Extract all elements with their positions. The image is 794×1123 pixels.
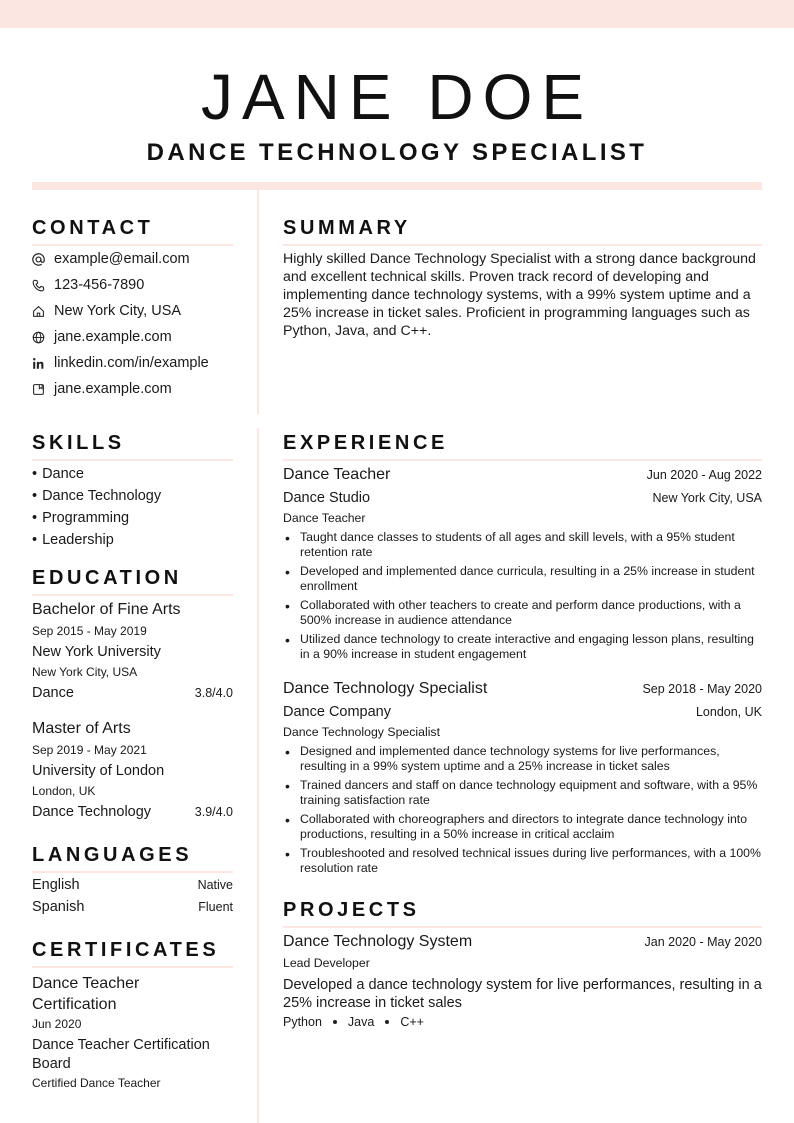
education-gpa: 3.9/4.0	[194, 805, 233, 819]
job-dates: Sep 2018 - May 2020	[642, 682, 762, 696]
summary-text: Highly skilled Dance Technology Specialist with a strong dance background and excellent technical skills. Proven track record of developing and implementing dance technology systems, with a 99% system uptime and a 25% increase in ticket sales. Proficient in programming languages such as Python, Java, and C++.	[283, 251, 756, 339]
education-dates: Sep 2015 - May 2019	[32, 624, 147, 638]
language-level: Fluent	[198, 900, 233, 914]
column-divider-bottom	[257, 428, 259, 1123]
skill-item: • Programming	[32, 507, 161, 529]
skill-item: • Leadership	[32, 529, 161, 551]
job-bullets	[283, 744, 762, 880]
language-row	[32, 899, 233, 915]
education-field-row	[32, 685, 233, 701]
column-divider-top	[257, 190, 259, 414]
job-bullet: • Taught dance classes to students of all ages and skill levels, with a 95% student retention rate	[283, 530, 762, 560]
job-bullet: • Collaborated with other teachers to create and perform dance productions, with a 500% increase in audience attendance	[283, 598, 762, 628]
certificate-title: Dance Teacher Certification	[32, 975, 140, 1013]
contact-email[interactable]	[32, 250, 190, 268]
project-title: Dance Technology System	[283, 933, 473, 950]
education-field-row	[32, 804, 233, 820]
phone-icon	[32, 279, 45, 292]
project-tag: Python	[283, 1015, 322, 1029]
at-icon	[32, 253, 45, 266]
education-field: Dance	[32, 685, 74, 701]
certificates-heading: CERTIFICATES	[32, 938, 233, 968]
contact-portfolio[interactable]	[32, 380, 172, 398]
project-tag: C++	[400, 1015, 424, 1029]
candidate-name: JANE DOE	[200, 61, 594, 133]
contact-phone-text: 123-456-7890	[54, 277, 145, 293]
education-dates: Sep 2019 - May 2021	[32, 743, 147, 757]
job-role: Dance Teacher	[283, 511, 366, 525]
job-bullet: • Designed and implemented dance technology systems for live performances, resulting in a 99% system uptime and a 25% increase in ticket sales	[283, 744, 762, 774]
contact-portfolio-text: jane.example.com	[54, 381, 172, 397]
projects-heading: PROJECTS	[283, 898, 762, 928]
job-company: Dance Company	[283, 704, 391, 720]
top-accent-band	[0, 0, 794, 28]
education-gpa: 3.8/4.0	[194, 686, 233, 700]
job-bullets	[283, 530, 762, 666]
job-location: London, UK	[695, 705, 762, 719]
language-name: Spanish	[32, 899, 85, 915]
project-description: Developed a dance technology system for live performances, resulting in a 25% increase in ticket sales	[283, 977, 762, 1011]
job-header	[283, 680, 762, 698]
skill-item: • Dance Technology	[32, 485, 161, 507]
contact-website-text: jane.example.com	[54, 329, 172, 345]
certificate-title: Dance Teacher Certification Board	[32, 1037, 210, 1072]
job-title: Dance Technology Specialist	[283, 680, 488, 697]
certificate-subtitle: Certified Dance Teacher	[32, 1076, 161, 1090]
contact-phone[interactable]	[32, 276, 144, 294]
job-header	[283, 466, 762, 484]
education-school: University of London	[32, 763, 165, 779]
language-row	[32, 877, 233, 893]
tag-separator-dot	[333, 1020, 337, 1024]
experience-heading: EXPERIENCE	[283, 431, 762, 461]
project-dates: Jan 2020 - May 2020	[644, 935, 762, 949]
job-company-row	[283, 490, 762, 506]
education-degree: Master of Arts	[32, 720, 131, 737]
job-company: Dance Studio	[283, 490, 371, 506]
tag-separator-dot	[385, 1020, 389, 1024]
globe-icon	[32, 331, 45, 344]
contact-linkedin[interactable]	[32, 354, 209, 372]
contact-website[interactable]	[32, 328, 172, 346]
project-header	[283, 933, 762, 951]
job-company-row	[283, 704, 762, 720]
job-bullet: • Developed and implemented dance curricula, resulting in a 25% increase in student enrollment	[283, 564, 762, 594]
skill-item: • Dance	[32, 463, 161, 485]
linkedin-icon	[32, 357, 45, 370]
contact-location	[32, 302, 181, 320]
portfolio-icon	[32, 383, 45, 396]
contact-email-text: example@email.com	[54, 251, 190, 267]
summary-heading: SUMMARY	[283, 216, 762, 246]
language-name: English	[32, 877, 80, 893]
job-title: Dance Teacher	[283, 466, 391, 483]
education-location: London, UK	[32, 784, 96, 798]
job-role: Dance Technology Specialist	[283, 725, 440, 739]
job-bullet: • Utilized dance technology to create interactive and engaging lesson plans, resulting in a 90% increase in student engagement	[283, 632, 762, 662]
job-bullet: • Collaborated with choreographers and directors to integrate dance technology into productions, resulting in a 50% increase in critical acclaim	[283, 812, 762, 842]
candidate-title: DANCE TECHNOLOGY SPECIALIST	[146, 139, 648, 166]
contact-location-text: New York City, USA	[54, 303, 182, 319]
certificate-date: Jun 2020	[32, 1017, 82, 1031]
project-role: Lead Developer	[283, 956, 370, 970]
education-field: Dance Technology	[32, 804, 152, 820]
job-bullet: • Trained dancers and staff on dance technology equipment and software, with a 95% training satisfaction rate	[283, 778, 762, 808]
project-tags	[283, 1015, 424, 1029]
contact-heading: CONTACT	[32, 216, 233, 246]
skills-list	[32, 463, 161, 551]
education-location: New York City, USA	[32, 665, 138, 679]
job-dates: Jun 2020 - Aug 2022	[646, 468, 762, 482]
project-tag: Java	[347, 1015, 375, 1029]
job-location: New York City, USA	[652, 491, 762, 505]
contact-linkedin-text: linkedin.com/in/example	[54, 355, 209, 371]
header-divider	[32, 182, 762, 190]
languages-heading: LANGUAGES	[32, 843, 233, 873]
education-school: New York University	[32, 644, 161, 660]
education-heading: EDUCATION	[32, 566, 233, 596]
skills-heading: SKILLS	[32, 431, 233, 461]
language-level: Native	[197, 878, 233, 892]
education-degree: Bachelor of Fine Arts	[32, 601, 181, 618]
home-icon	[32, 305, 45, 318]
job-bullet: • Troubleshooted and resolved technical issues during live performances, with a 100% resolution rate	[283, 846, 762, 876]
